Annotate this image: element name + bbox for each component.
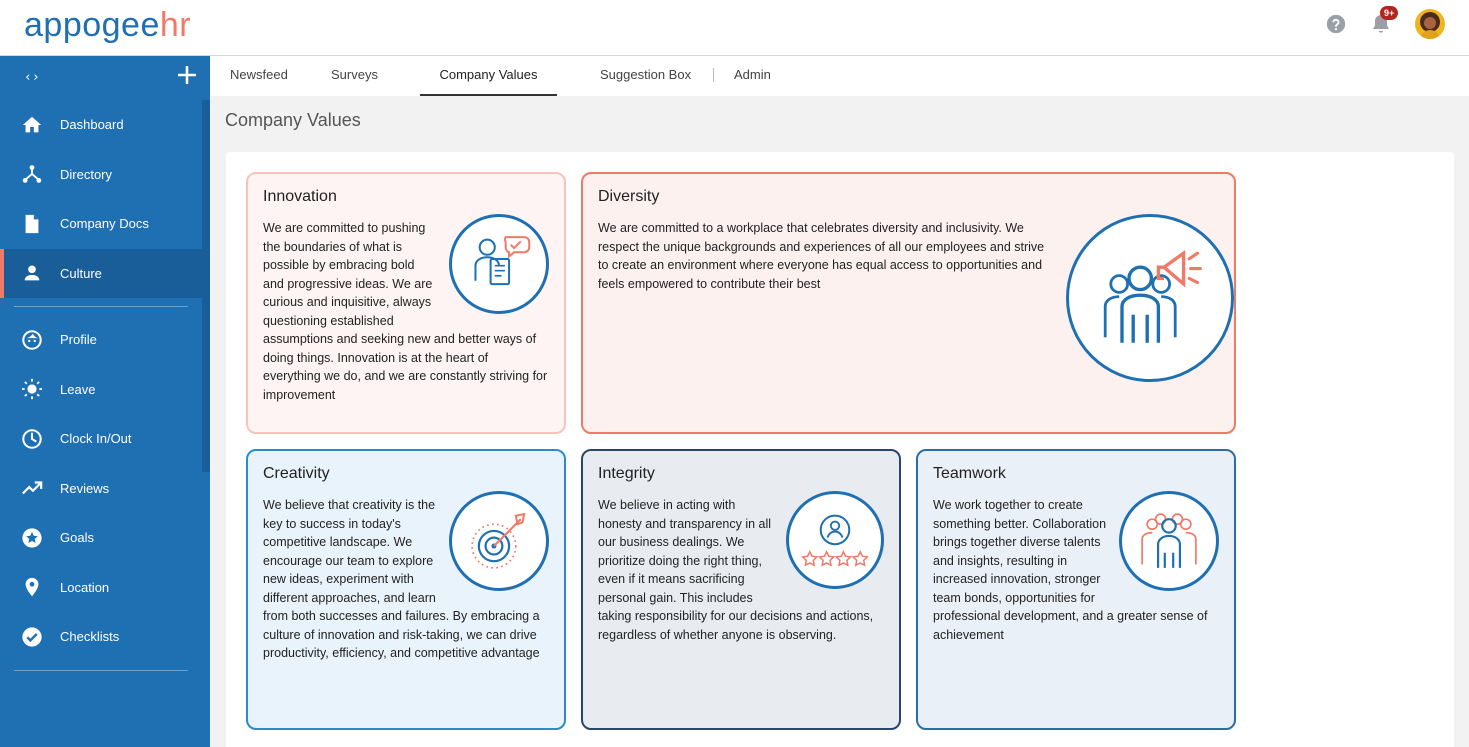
sun-icon [20,377,44,401]
top-bar [0,0,1469,56]
tab-surveys[interactable]: Surveys [331,67,378,82]
star-icon [20,526,44,550]
directory-icon [20,162,44,186]
sidebar-item-label: Profile [60,332,97,348]
page-title: Company Values [225,110,361,130]
check-icon [20,625,44,649]
tab-separator [713,68,714,82]
tab-bar [210,56,1469,96]
sidebar-item-label: Goals [60,530,94,546]
value-card-innovation [246,172,566,434]
value-description: We believe in acting with honesty and transparency in all our business dealings. We prioritize doing the right thing, even if it means sacrificing personal gain. This includes taking responsibility for our decisions and actions, regardless of whether anyone is observing. [598,498,874,642]
value-title: Creativity [263,465,330,482]
sidebar-item-company-docs[interactable] [0,199,202,249]
value-description: We work together to create something better. Collaboration brings together diverse talents and insights, resulting in increased innovation, stronger team bonds, opportunities for professional development, and a greater sense of achievement [933,498,1208,642]
innovation-illustration-icon [449,214,549,314]
value-description: We are committed to pushing the boundaries of what is possible by embracing bold and progressive ideas. We are curious and inquisitive, always questioning established assumptions and seeking new and better ways of doing things. Innovation is at the heart of everything we do, and we are constantly striving for improvement [263,221,548,402]
value-title: Innovation [263,188,337,205]
value-card-integrity [581,449,901,730]
person-icon [20,261,44,285]
home-icon [20,113,44,137]
plus-icon[interactable] [178,66,196,84]
sidebar-item-leave[interactable] [0,365,202,415]
sidebar-scrollbar[interactable] [202,100,210,472]
sidebar-divider [14,670,188,671]
sidebar-item-culture[interactable] [0,249,202,299]
sidebar-item-checklists[interactable] [0,612,202,662]
pin-icon [20,575,44,599]
value-title: Integrity [598,465,655,482]
sidebar-item-label: Checklists [60,629,120,645]
avatar-image [1415,9,1445,39]
rating-stars-icon [786,491,884,589]
sidebar-item-label: Dashboard [60,117,124,133]
value-title: Teamwork [933,465,1006,482]
avatar[interactable] [1415,9,1445,39]
value-card-creativity [246,449,566,730]
trend-icon [20,476,44,500]
sidebar-item-profile[interactable] [0,315,202,365]
sidebar-item-clock-in-out[interactable] [0,414,202,464]
sidebar-item-reviews[interactable] [0,464,202,514]
sidebar-divider [14,306,188,307]
value-description: We believe that creativity is the key to success in today's competitive landscape. We encourage our team to explore new ideas, experiment with different approaches, and learn from both successes and failures. By embracing a culture of innovation and risk-taking, we can drive productivity, efficiency, and competitive advantage [263,498,540,660]
clock-icon [20,427,44,451]
sidebar-top [0,56,210,100]
tab-suggestion-box[interactable]: Suggestion Box [600,67,692,82]
value-description: We are committed to a workplace that celebrates diversity and inclusivity. We respect the unique backgrounds and experiences of all our employees and strive to create an environment where everyone has equal access to opportunities and feels empowered to contribute their best [598,221,1045,291]
team-people-icon [1119,491,1219,591]
notifications-button[interactable] [1369,8,1395,36]
sidebar-item-dashboard[interactable] [0,100,202,150]
sidebar-item-label: Reviews [60,480,110,496]
value-card-teamwork [916,449,1236,730]
tab-company-values[interactable]: Company Values [420,56,557,96]
value-title: Diversity [598,188,660,205]
sidebar-item-label: Company Docs [60,216,149,232]
sidebar-item-label: Directory [60,166,113,182]
sidebar-item-location[interactable] [0,563,202,613]
target-arrow-icon [449,491,549,591]
sidebar-item-label: Leave [60,381,96,397]
sidebar-item-goals[interactable] [0,513,202,563]
diversity-megaphone-icon [1066,214,1234,382]
logo-text-hr: hr [159,6,192,44]
tab-newsfeed[interactable]: Newsfeed [230,67,288,82]
sidebar-item-label: Culture [60,265,102,281]
sidebar [0,56,210,747]
document-icon [20,212,44,236]
app-logo[interactable] [24,6,191,45]
top-icons [1325,8,1445,40]
collapse-icon[interactable]: ‹› [24,70,40,85]
value-card-diversity [581,172,1236,434]
tab-admin[interactable]: Admin [734,67,771,82]
face-icon [20,328,44,352]
sidebar-item-label: Location [60,579,110,595]
logo-text-appogee: appogee [24,6,160,44]
sidebar-item-directory[interactable] [0,150,202,200]
help-icon[interactable] [1325,13,1347,35]
notification-badge: 9+ [1380,6,1398,20]
sidebar-item-label: Clock In/Out [60,431,132,447]
